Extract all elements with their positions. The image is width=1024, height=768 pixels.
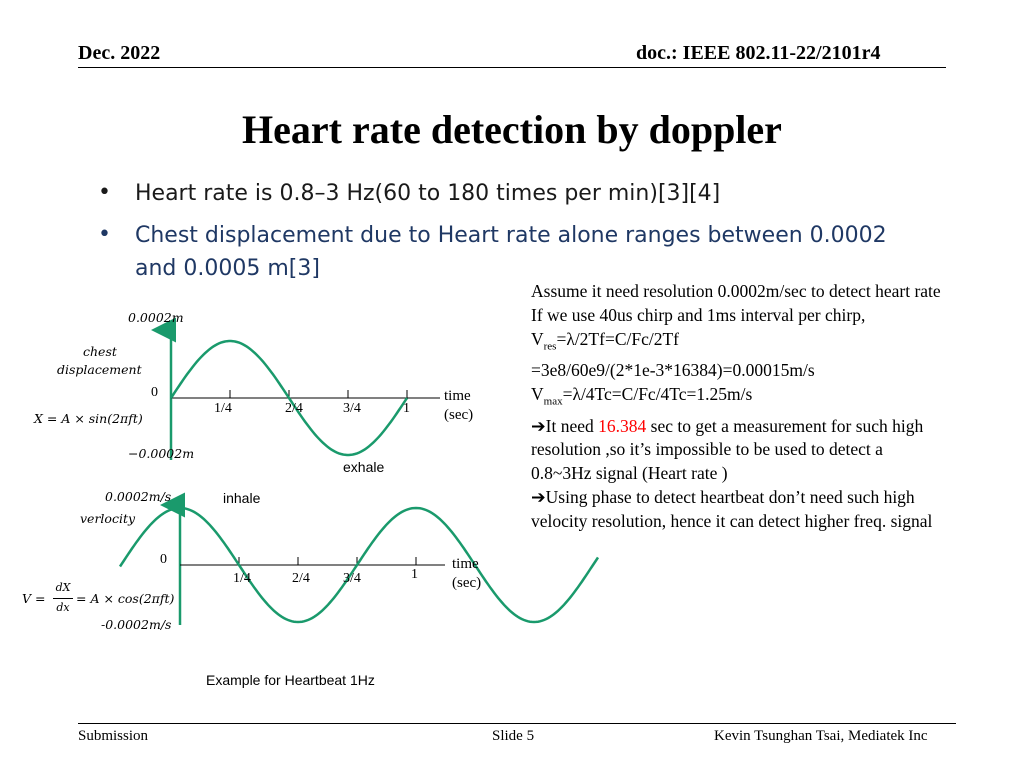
fraction-bar [53,598,73,599]
plot2-xlabel-unit: (sec) [452,575,482,591]
note-line: resolution ,so it’s impossible to be used to detect a [531,439,883,460]
plot2-equation-denominator: 𝑑𝑥 [56,601,70,614]
plot2-equation-lhs: 𝑉 = [22,591,46,606]
plot2-ymin-label: -0.0002𝑚/𝑠 [101,617,172,632]
footer-slide-number: Slide 5 [492,728,535,744]
bullet-chest-displacement-line1: Chest displacement due to Heart rate alone ranges between 0.0002 [135,223,887,248]
plot2-equation-numerator: 𝑑𝑋 [55,581,71,594]
plot2-tick-label: 2/4 [292,571,310,586]
bullet-chest-displacement-line2: and 0.0005 m[3] [135,256,320,281]
note-line: 0.8~3Hz signal (Heart rate ) [531,463,728,484]
header-date: Dec. 2022 [78,42,161,64]
plot1-zero-label: 0 [151,385,158,400]
plot1-ylabel-line2: 𝑑𝑖𝑠𝑝𝑙𝑎𝑐𝑒𝑚𝑒𝑛𝑡 [57,362,142,377]
note-line-measurement-time: ➔It need 16.384 sec to get a measurement for such high [531,415,924,436]
note-line: Assume it need resolution 0.0002m/sec to detect heart rate [531,281,941,301]
plot1-ymin-label: −0.0002𝑚 [128,446,195,461]
plot1-tick-label: 1/4 [214,401,232,416]
right-arrow-icon: ➔ [531,487,546,508]
plot1-ymax-label: 0.0002𝑚 [128,310,184,325]
note-line-vres: $V_{res}=\lambda/2Tf=C/Fc/2Tf$ [531,328,679,353]
note-line: velocity resolution, hence it can detect higher freq. signal [531,511,933,532]
plot2-zero-label: 0 [160,552,167,567]
bullet-dot-1: • [98,180,111,205]
note-line: If we use 40us chirp and 1ms interval per chirp, [531,304,866,325]
inhale-annotation: inhale [223,490,261,506]
plot2-ymax-label: 0.0002𝑚/𝑠 [105,489,172,504]
plot1-tick-label: 2/4 [285,401,303,416]
plot2-xlabel-time: time [452,556,479,572]
plot1-tick-label: 1 [403,401,410,416]
header-doc-id: doc.: IEEE 802.11-22/2101r4 [636,42,881,64]
bullet-heart-rate: Heart rate is 0.8–3 Hz(60 to 180 times per min)[3][4] [135,181,721,206]
footer-submission: Submission [78,728,149,744]
plot1-xlabel-time: time [444,388,471,404]
measurement-time-value: 16.384 [598,415,647,436]
plot2-equation-rhs: = 𝐴 × cos(2𝜋𝑓𝑡) [76,591,175,606]
note-line-vmax: $V_{max}=\lambda/4Tc=C/Fc/4Tc=1.25m/s$ [531,384,753,408]
plot2-tick-label: 1/4 [233,571,251,586]
exhale-annotation: exhale [343,459,385,475]
note-line: =3e8/60e9/(2*1e-3*16384)=0.00015m/s [531,360,815,381]
footer-author: Kevin Tsunghan Tsai, Mediatek Inc [714,728,928,744]
plot2-ylabel: 𝑣𝑒𝑟𝑙𝑜𝑐𝑖𝑡𝑦 [80,511,136,526]
note-line-phase: ➔Using phase to detect heartbeat don’t need such high [531,487,915,508]
plot2-tick-label: 3/4 [343,571,361,586]
bullet-dot-2: • [98,222,111,247]
plot2-tick-label: 1 [411,567,418,582]
plot1-xlabel-unit: (sec) [444,407,474,423]
plot1-ylabel-line1: 𝑐ℎ𝑒𝑠𝑡 [83,344,117,359]
slide-title: Heart rate detection by doppler [242,107,782,152]
right-arrow-icon: ➔ [531,415,546,436]
footer-rule [78,723,956,724]
plot1-tick-label: 3/4 [343,401,361,416]
plot1-equation: 𝑋 = 𝐴 × sin(2𝜋𝑓𝑡) [34,411,143,426]
example-caption: Example for Heartbeat 1Hz [206,672,375,688]
